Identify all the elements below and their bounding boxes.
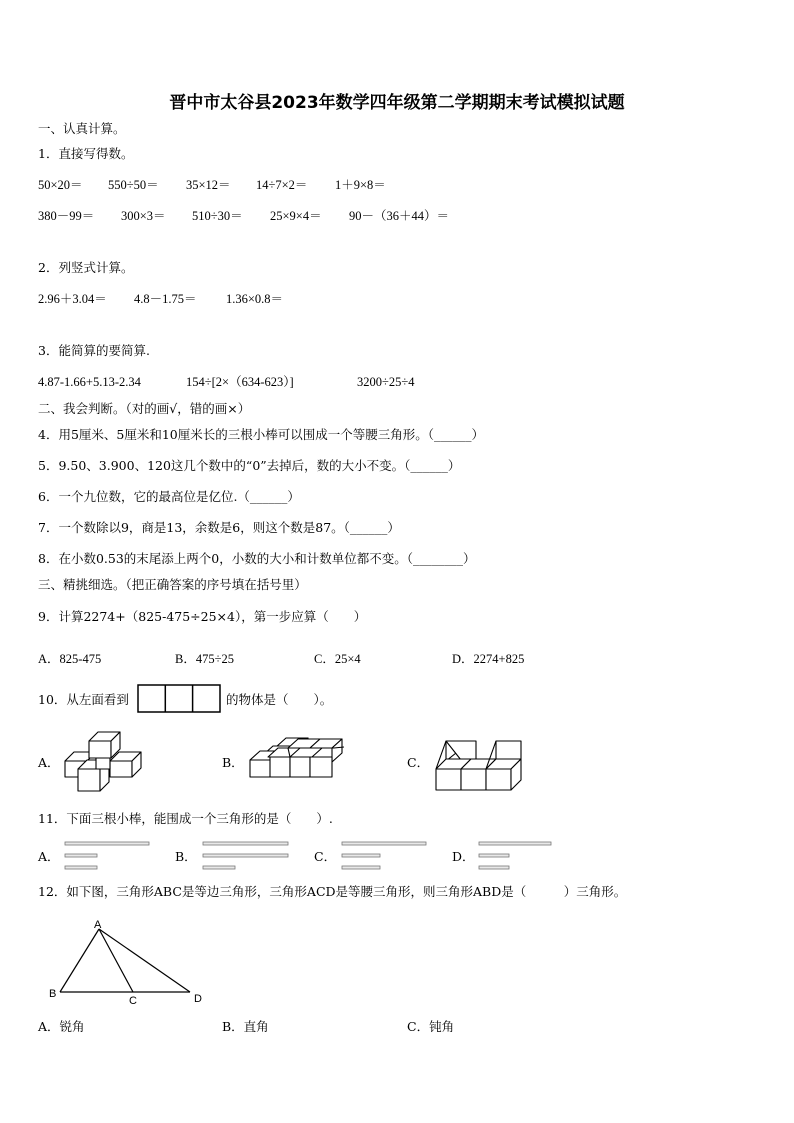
- q12-option: C．钝角: [407, 1019, 455, 1034]
- q1-item: 25×9×4＝: [270, 209, 322, 223]
- q1-item: 90－（36＋44）＝: [349, 209, 450, 223]
- judge-question: 7．一个数除以9，商是13，余数是6，则这个数是87。（______）: [38, 520, 400, 535]
- line-ab: [60, 929, 99, 992]
- q2-item: 2.96＋3.04＝: [38, 292, 107, 306]
- q1-item: 550÷50＝: [108, 178, 159, 192]
- judge-question: 8．在小数0.53的末尾添上两个0，小数的大小和计数单位都不变。（________）: [38, 551, 476, 566]
- judge-question: 4．用5厘米、5厘米和10厘米长的三根小棒可以围成一个等腰三角形。（______）: [38, 427, 485, 442]
- q3-item: 4.87-1.66+5.13-2.34: [38, 375, 141, 389]
- page-title: 晋中市太谷县2023年数学四年级第二学期期末考试模拟试题: [169, 93, 625, 113]
- q10-text-after: 的物体是（ ）。: [226, 692, 333, 707]
- q3-item: 154÷[2×（634-623）]: [186, 375, 294, 389]
- q1-label: 1．直接写得数。: [38, 146, 134, 161]
- q11-option-label: D．: [452, 849, 475, 864]
- q9-text: 9．计算2274+（825-475÷25×4），第一步应算（ ）: [38, 609, 367, 624]
- line-ad: [99, 929, 190, 992]
- q12-text: 12．如下图，三角形ABC是等边三角形，三角形ACD是等腰三角形，则三角形ABD是（ ）三角形。: [38, 884, 627, 899]
- q2-label: 2．列竖式计算。: [38, 260, 134, 275]
- vertex-label-c: C: [129, 995, 137, 1007]
- vertex-label-a: A: [94, 919, 102, 931]
- judge-question: 6．一个九位数，它的最高位是亿位.（______）: [38, 489, 300, 504]
- q9-option: A．825-475: [38, 652, 102, 666]
- q9-option: D．2274+825: [452, 652, 525, 666]
- q12-option: B．直角: [222, 1019, 269, 1034]
- judge-question: 5．9.50、3.900、120这几个数中的“0”去掉后，数的大小不变。（______）: [38, 458, 461, 473]
- q1-item: 50×20＝: [38, 178, 83, 192]
- q2-item: 4.8－1.75＝: [134, 292, 197, 306]
- vertex-label-d: D: [194, 993, 202, 1005]
- q10-option-label: A．: [38, 755, 60, 770]
- q10-option-label: B．: [222, 755, 244, 770]
- line-ac: [99, 929, 133, 992]
- q3-label: 3．能简算的要简算.: [38, 343, 150, 358]
- q12-option: A．锐角: [38, 1019, 85, 1034]
- q10-text-before: 10．从左面看到: [38, 692, 129, 707]
- q11-option-label: C．: [314, 849, 337, 864]
- q9-option: C．25×4: [314, 652, 361, 666]
- section1-heading: 一、认真计算。: [38, 121, 126, 136]
- q1-item: 380－99＝: [38, 209, 95, 223]
- q1-item: 300×3＝: [121, 209, 166, 223]
- section3-heading: 三、精挑细选。（把正确答案的序号填在括号里）: [38, 577, 307, 592]
- q1-item: 35×12＝: [186, 178, 231, 192]
- q2-item: 1.36×0.8＝: [226, 292, 284, 306]
- q10-option-label: C．: [407, 755, 430, 770]
- q1-item: 1＋9×8＝: [335, 178, 386, 192]
- q1-item: 14÷7×2＝: [256, 178, 308, 192]
- q11-option-label: A．: [38, 849, 60, 864]
- q1-item: 510÷30＝: [192, 209, 243, 223]
- q11-text: 11．下面三根小棒，能围成一个三角形的是（ ）.: [38, 811, 333, 826]
- vertex-label-b: B: [49, 988, 57, 1000]
- q9-option: B．475÷25: [175, 652, 234, 666]
- q11-option-label: B．: [175, 849, 197, 864]
- q3-item: 3200÷25÷4: [357, 375, 415, 389]
- section2-heading: 二、我会判断。（对的画√，错的画×）: [38, 401, 251, 416]
